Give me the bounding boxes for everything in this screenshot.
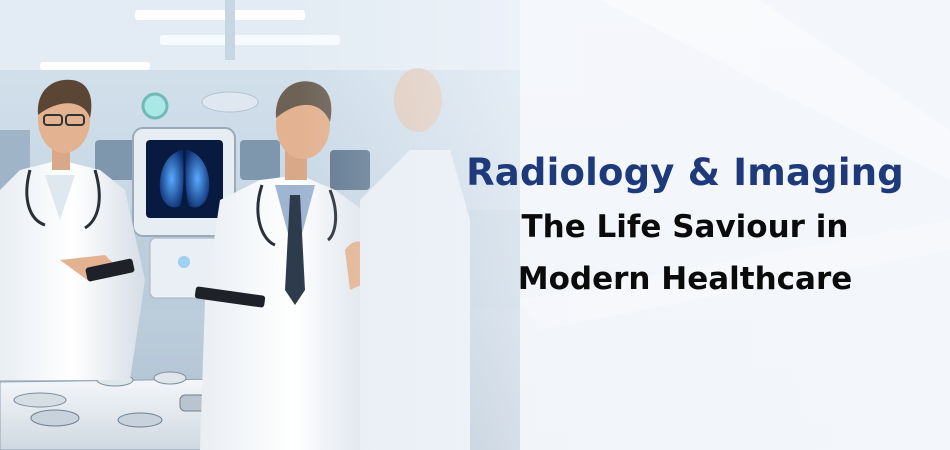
subline-line-1: The Life Saviour in	[521, 209, 849, 245]
banner-text	[420, 145, 950, 305]
headline: Radiology & Imaging	[466, 151, 904, 194]
subline-line-2: Modern Healthcare	[517, 261, 853, 297]
